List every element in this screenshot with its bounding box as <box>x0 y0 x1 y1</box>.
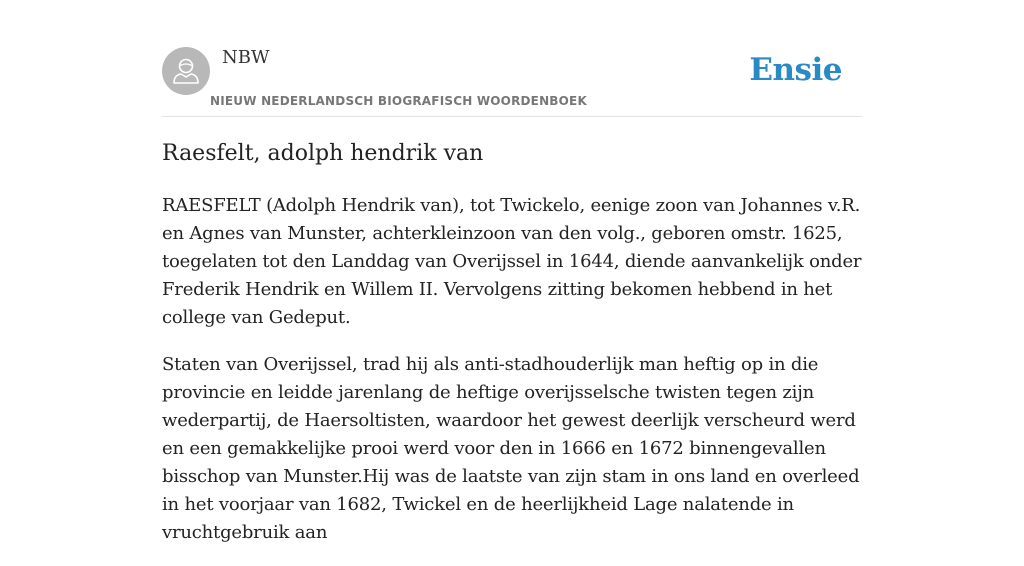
article-body <box>162 192 862 566</box>
avatar[interactable] <box>162 47 210 95</box>
source-header <box>162 46 862 117</box>
source-name[interactable]: NBW <box>222 47 270 68</box>
article-paragraph: Staten van Overijssel, trad hij als anti-stadhouderlijk man heftig op in die provincie en leidde jarenlang de heftige overijsselsche twisten tegen zijn wederpartij, de Haersoltisten, waardoor het gewest deerlijk verscheurd werd en een gemakkelijke prooi werd voor den in 1666 en 1672 binnengevallen bisschop van Munster.Hij was de laatste van zijn stam in ons land en overleed in het voorjaar van 1682, Twickel en de heerlijkheid Lage nalatende in vruchtgebruik aan <box>162 354 860 543</box>
article-title: Raesfelt, adolph hendrik van <box>162 141 484 166</box>
source-full-name: NIEUW NEDERLANDSCH BIOGRAFISCH WOORDENBOEK <box>210 94 587 108</box>
article-paragraph: RAESFELT (Adolph Hendrik van), tot Twickelo, eenige zoon van Johannes v.R. en Agnes van Munster, achterkleinzoon van den volg., geboren omstr. 1625, toegelaten tot den Landdag van Overijssel in 1644, diende aanvankelijk onder Frederik Hendrik en Willem II. Vervolgens zitting bekomen hebbend in het college van Gedeput. <box>162 195 862 328</box>
user-silhouette-icon <box>162 47 210 95</box>
ensie-logo[interactable]: Ensie <box>749 52 842 88</box>
